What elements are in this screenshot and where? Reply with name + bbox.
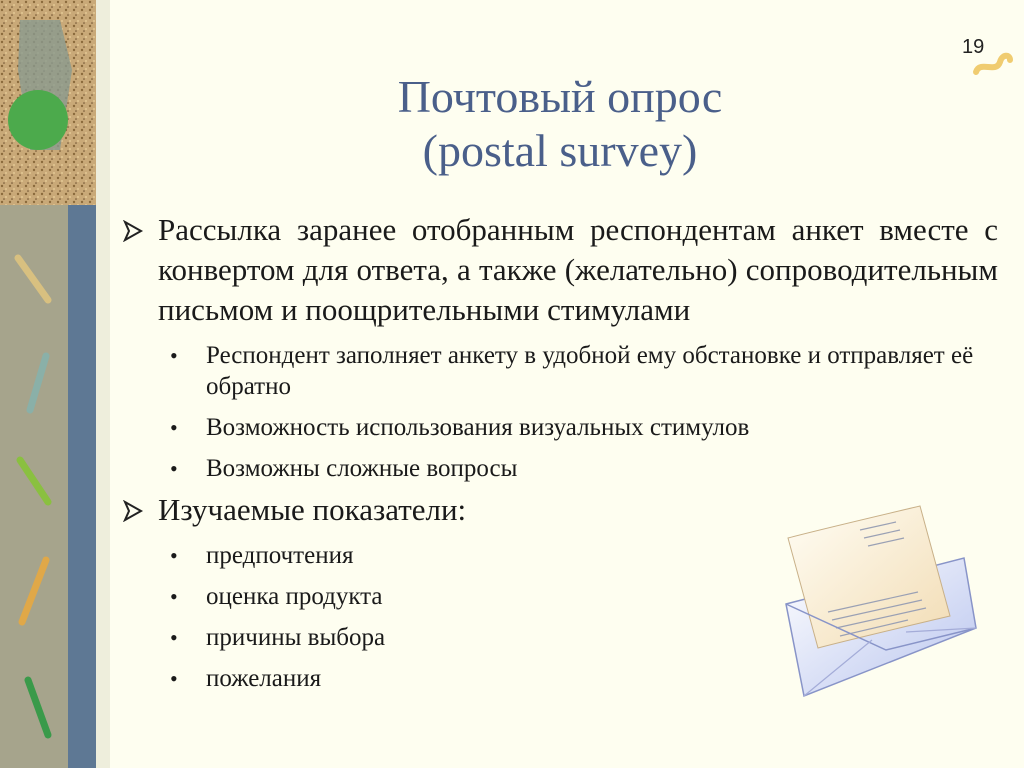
swirl-decoration-icon: [970, 46, 1014, 80]
envelope-letter-icon: [768, 500, 988, 700]
sub-bullet-text: Респондент заполняет анкету в удобной ему обстановке и отправляет её обратно: [206, 342, 974, 400]
sub-bullet: • пожелания: [170, 665, 322, 692]
arrow-bullet-icon: [122, 500, 144, 522]
sub-bullet: • Респондент заполняет анкету в удобной ему обстановке и отправляет её обратно: [170, 342, 974, 400]
bullet-text: Рассылка заранее отобранным респондентам анкет вместе с конвертом для ответа, а также (желательно) сопроводительным письмом и поощрительными стимулами: [158, 212, 998, 327]
title-line-1: Почтовый опрос: [397, 71, 723, 122]
slide-title: [200, 70, 920, 178]
sub-bullet: • предпочтения: [170, 542, 354, 569]
sub-bullet-text: пожелания: [206, 665, 322, 692]
bullet-text: Изучаемые показатели:: [158, 492, 467, 527]
sub-bullet-text: предпочтения: [206, 542, 354, 569]
sub-bullet: • Возможность использования визуальных стимулов: [170, 414, 750, 441]
sub-bullet-text: Возможны сложные вопросы: [206, 455, 518, 482]
title-line-2: (postal survey): [422, 125, 698, 176]
sub-bullet-text: Возможность использования визуальных стимулов: [206, 414, 750, 441]
sub-bullet: • причины выбора: [170, 624, 386, 651]
page-number: 19: [962, 36, 985, 58]
sub-bullet-text: оценка продукта: [206, 583, 383, 610]
sub-bullet: • Возможны сложные вопросы: [170, 455, 518, 482]
sub-bullet: • оценка продукта: [170, 583, 383, 610]
arrow-bullet-icon: [122, 220, 144, 242]
decorative-side-band: [0, 0, 110, 768]
sub-bullet-text: причины выбора: [206, 624, 386, 651]
bullet-1: [122, 210, 998, 330]
